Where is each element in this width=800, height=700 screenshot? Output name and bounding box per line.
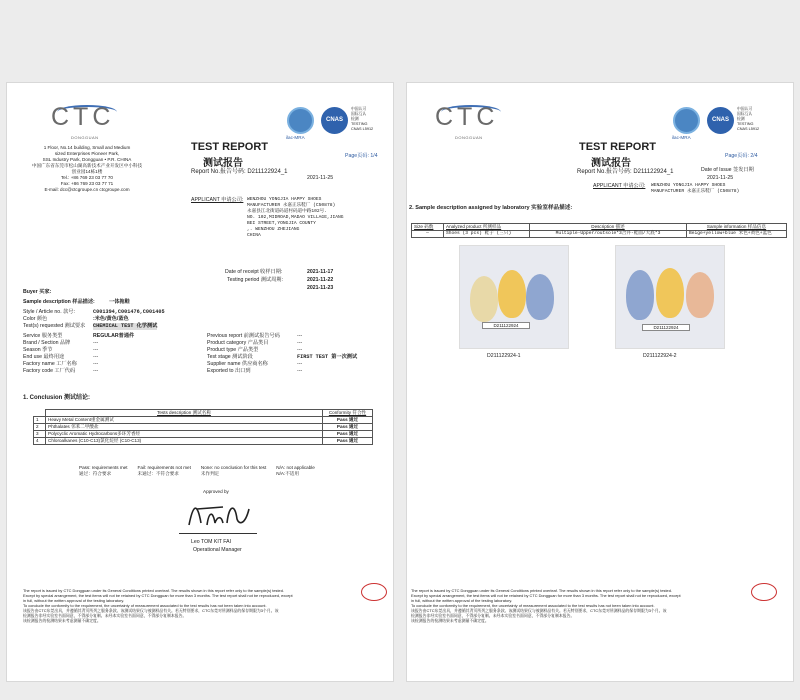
ctc-logo-sub: DONGGUAN [71, 135, 99, 140]
page-footer: The report is issued by CTC Dongguan under its General Conditions printed overleaf. The results shown in this report refer only to the sample(s) tested. Except by special arrangement, the test items will not be retained by CTC Dongguan for more than 3 months. The test report shall not be reproduced, except in full, without the written approval of the testing laboratory. To conclude the conformity to the requirement, the uncertainty of measurement associated to the test results has not been taken into account. 该报告由CTC东莞出具，并遵循其背页所列之服务条款。该测试结果仅与被测样品有关。若无特别要求，CTC东莞对所测样品的保存期限为3个月。该 检测报告非经实验室书面同意，不得部分复制。未经本实验室书面同意，不得部分复制本报告。 该检测报告的检测结果未考虑测量不确定度。 [411, 588, 681, 623]
signer-name: Leo TOM KIT FAI [191, 539, 232, 545]
legend-pass: Pass: requirements met 通过：符合要求 [79, 465, 128, 476]
field-factory-name: Factory name 工厂名称 --- [23, 361, 99, 367]
column-header: Sample information 样品信息 [687, 224, 787, 231]
issue-date: 2021-11-25 [307, 175, 334, 181]
table-row: 4 Chloroalkanes (C10-C13)氯化烷烃 (C10-C13) Pass 通过 [34, 438, 373, 445]
ilac-label: ilac-MRA [672, 135, 691, 140]
report-page-2 [406, 82, 794, 682]
ilac-label: ilac-MRA [286, 135, 305, 140]
ctc-logo-sub: DONGGUAN [455, 135, 483, 140]
field-test-stage: Test stage 测试阶段 FIRST TEST 第一次测试 [207, 354, 358, 360]
applicant-address: WENZHOU YONGJIA HAPPY SHOES MANUFACTURER 永嘉正乐鞋厂 (C50878) [651, 183, 740, 194]
page-number: Page页码: 1/4 [345, 153, 378, 159]
table-row: — Shoes (3 pcs) 鞋子 (三只) Multiple-Upper/outsole*3合并-鞋面/大底*3 Beige+yellow+blue 米色+黄色+蓝色 [412, 231, 787, 238]
sample-photo-2 [615, 245, 725, 349]
company-address: 1 Floor, No.14 building, Small and Medium sized Enterprises Pioneer Park, SSL Industry Park, Dongguan • P.R. CHINA 中国广东省东莞市松山湖高新技术产业开发区中小科技 创业园14栋1楼 Tel.: +86 769 23 03 77 70 Fax: +86 769 23 03 77 71 E-mail: dcc@ctcgroupe.cn ctcgroupe.com [31, 145, 143, 192]
section-title: 2. Sample description assigned by laboratory 实验室样品描述: [409, 205, 573, 211]
applicant-label: APPLICANT 申请公司: [593, 183, 646, 189]
slipper-beige [470, 276, 498, 322]
legend-fail: Fail: requirements not met 未通过：不符合要求 [137, 465, 191, 476]
ctc-logo: CTC [435, 103, 499, 131]
field-exported-to: Exported to 出口到 --- [207, 368, 303, 374]
sample-fields [23, 289, 203, 375]
sample-label: D211122924 [642, 324, 690, 331]
column-header: Conformity 符合性 [323, 410, 373, 417]
legend-none: None: no conclusion for this test 未作判定 [200, 465, 267, 476]
table-header-row [412, 224, 787, 231]
field-end-use: End use 最终用途 --- [23, 354, 99, 360]
testing-period-start: 2021-11-22 [307, 277, 334, 283]
slipper-yellow [656, 268, 684, 318]
field-tests-requested: Test(s) requested 测试要求 CHEMICAL TEST 化学测试 [23, 323, 158, 329]
table-header-row [34, 410, 373, 417]
field-season: Season 季节 --- [23, 347, 99, 353]
field-supplier-name: Supplier name 供应商名称 --- [207, 361, 303, 367]
cnas-icon: CNAS [321, 107, 348, 134]
report-fields [207, 333, 392, 375]
cnas-text: 中国认可 国际互认 检测 TESTING CNAS L5912 [737, 107, 760, 131]
testing-period-end: 2021-11-23 [307, 285, 334, 291]
report-number: Report No.报告号码: D211122924_1 [577, 169, 674, 175]
ctc-logo: CTC [51, 103, 115, 131]
field-previous-report: Previous report 前测试报告号码 --- [207, 333, 303, 339]
signer-title: Operational Manager [193, 547, 242, 553]
field-service: Service 服务类型 REGULAR普通件 [23, 333, 135, 339]
field-buyer: Buyer 买家: [23, 289, 52, 295]
sample-photo-1 [459, 245, 569, 349]
field-color: Color 颜色 :米色/黄色/蓝色 [23, 316, 129, 322]
applicant-address: WENZHOU YONGJIA HAPPY SHOES MANUFACTURER 永嘉正乐鞋厂 (C50878) 永嘉县江北街道码道村码道中路102号. NO. 102,MIDROAD,MADAO VILLAGE,JIANG BEI STREET,YONGJIA COUNTY ,. WENZHOU ZHEJIANG CHINA [247, 197, 344, 238]
page-number: Page页码: 2/4 [725, 153, 758, 159]
field-factory-code: Factory code 工厂代码 --- [23, 368, 99, 374]
slipper-yellow [498, 270, 526, 318]
red-stamp-icon [361, 583, 387, 601]
date-receipt-label: Date of receipt 收样日期: [225, 269, 283, 275]
result-legend [79, 465, 379, 477]
field-brand: Brand / Section 品牌 --- [23, 340, 99, 346]
slipper-beige [686, 272, 714, 318]
legend-na: N/A: not applicable N/A:不适用 [276, 465, 315, 476]
table-row: 2 Phthalates 邻苯二甲酸盐 Pass 通过 [34, 424, 373, 431]
issue-date-label: Date of Issue 签发日期 [701, 167, 754, 173]
red-stamp-icon [751, 583, 777, 601]
ilac-mra-icon [673, 107, 700, 134]
photo-caption: D211122924-1 [487, 353, 521, 359]
page-title: TEST REPORT [579, 141, 657, 153]
conclusion-title: 1. Conclusion 测试结论: [23, 395, 91, 401]
photo-caption: D211122924-2 [643, 353, 677, 359]
sample-label: D211122924 [482, 322, 530, 329]
column-header: Description 描述 [530, 224, 687, 231]
table-row: 1 Heavy Metal Content重金属测试 Pass 通过 [34, 417, 373, 424]
date-receipt: 2021-11-17 [307, 269, 334, 275]
column-header: Size 码数 [412, 224, 444, 231]
sample-table [411, 223, 787, 238]
page-footer: The report is issued by CTC Dongguan under its General Conditions printed overleaf. The results shown in this report refer only to the sample(s) tested. Except by special arrangement, the test items will not be retained by CTC Dongguan for more than 3 months. The test report shall not be reproduced, except in full, without the written approval of the testing laboratory. To conclude the conformity to the requirement, the uncertainty of measurement associated to the test results has not been taken into account. 该报告由CTC东莞出具，并遵循其背页所列之服务条款。该测试结果仅与被测样品有关。若无特别要求，CTC东莞对所测样品的保存期限为3个月。该 检测报告非经实验室书面同意，不得部分复制。未经本实验室书面同意，不得部分复制本报告。 该检测报告的检测结果未考虑测量不确定度。 [23, 588, 293, 623]
testing-period-label: Testing period 测试周期: [227, 277, 283, 283]
report-page-1 [6, 82, 394, 682]
signature-image [183, 495, 263, 533]
report-number: Report No.报告号码: D211122924_1 [191, 169, 288, 175]
page-title-cn: 测试报告 [591, 158, 631, 169]
ilac-mra-icon [287, 107, 314, 134]
signature-line [179, 533, 257, 534]
conclusion-table [33, 409, 373, 445]
cnas-icon: CNAS [707, 107, 734, 134]
field-style: Style / Article no. 款号: C001394,C001476,C001405 [23, 309, 165, 315]
field-product-type: Product type 产品类型 --- [207, 347, 303, 353]
cnas-text: 中国认可 国际互认 检测 TESTING CNAS L5912 [351, 107, 374, 131]
slipper-blue [526, 274, 554, 320]
column-header: Analyzed product 所测样品 [444, 224, 530, 231]
page-title: TEST REPORT [191, 141, 269, 153]
field-product-category: Product category 产品类目 --- [207, 340, 303, 346]
field-sample-description: Sample description 样品描述: 一体拖鞋 [23, 299, 130, 305]
table-row: 3 Polycyclic Aromatic Hydrocarbons多环芳香烃 Pass 通过 [34, 431, 373, 438]
slipper-blue [626, 270, 654, 320]
page-title-cn: 测试报告 [203, 158, 243, 169]
issue-date: 2021-11-25 [707, 175, 734, 181]
column-header: Tests description 测试名称 [46, 410, 323, 417]
applicant-label: APPLICANT 申请公司: [191, 197, 244, 203]
approved-by-label: Approved by [203, 489, 229, 494]
